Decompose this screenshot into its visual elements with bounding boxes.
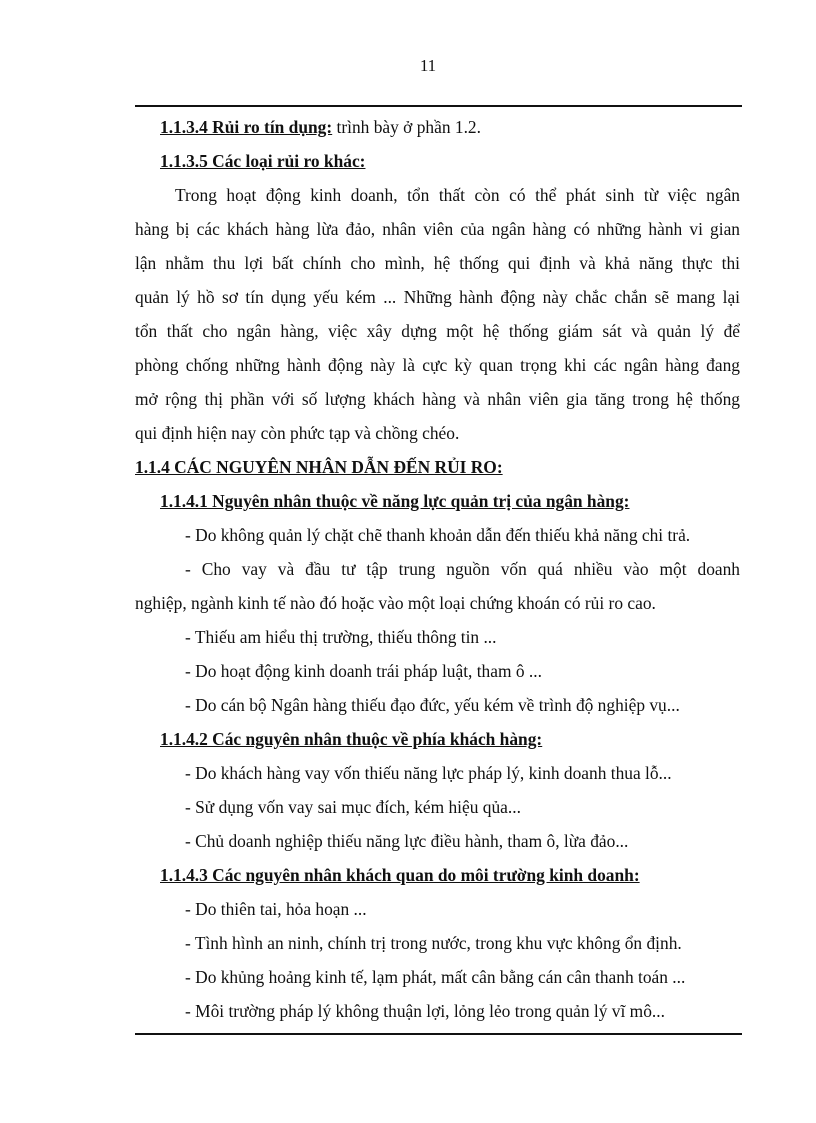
list-item: - Do khủng hoảng kinh tế, lạm phát, mất cân bằng cán cân thanh toán ... xyxy=(185,967,686,987)
paragraph-line: quản lý hồ sơ tín dụng yếu kém ... Những hành động này chắc chắn sẽ mang lại xyxy=(135,287,740,307)
subsection-1135 xyxy=(135,144,740,178)
footer-rule xyxy=(135,1033,742,1035)
subsection-heading: 1.1.4.1 Nguyên nhân thuộc về năng lực quản trị của ngân hàng: xyxy=(160,491,630,511)
paragraph-line: tổn thất cho ngân hàng, việc xây dựng một hệ thống giám sát và quản lý để xyxy=(135,321,740,341)
list-item: - Chủ doanh nghiệp thiếu năng lực điều hành, tham ô, lừa đảo... xyxy=(185,831,629,851)
list-item: - Sử dụng vốn vay sai mục đích, kém hiệu qủa... xyxy=(185,797,521,817)
paragraph-line: hàng bị các khách hàng lừa đảo, nhân viên của ngân hàng có những hành vi gian xyxy=(135,219,740,239)
paragraph-line: phòng chống những hành động này là cực kỳ quan trọng khi các ngân hàng đang xyxy=(135,355,740,375)
list-item: - Do hoạt động kinh doanh trái pháp luật, tham ô ... xyxy=(185,661,542,681)
subsection-heading: 1.1.3.4 Rủi ro tín dụng: xyxy=(160,117,333,137)
page-body xyxy=(135,110,740,1028)
subsection-heading: 1.1.3.5 Các loại rủi ro khác: xyxy=(160,151,366,171)
subsection-heading: 1.1.4.2 Các nguyên nhân thuộc về phía khách hàng: xyxy=(160,729,543,749)
list-item: - Cho vay và đầu tư tập trung nguồn vốn quá nhiều vào một doanh xyxy=(185,559,740,579)
section-heading-114: 1.1.4 CÁC NGUYÊN NHÂN DẪN ĐẾN RỦI RO: xyxy=(135,457,503,477)
page-number: 11 xyxy=(419,56,437,75)
list-item: - Do không quản lý chặt chẽ thanh khoản dẫn đến thiếu khả năng chi trả. xyxy=(185,525,691,545)
list-item: - Do khách hàng vay vốn thiếu năng lực pháp lý, kinh doanh thua lỗ... xyxy=(185,763,672,783)
header-rule xyxy=(135,105,742,107)
paragraph-line: mở rộng thị phần với số lượng khách hàng và nhân viên gia tăng trong hệ thống xyxy=(135,389,740,409)
list-item: - Tình hình an ninh, chính trị trong nước, trong khu vực không ổn định. xyxy=(185,933,682,953)
subsection-1143 xyxy=(135,858,740,892)
paragraph-line: qui định hiện nay còn phức tạp và chồng chéo. xyxy=(135,423,460,443)
subsection-1134 xyxy=(135,110,740,144)
subsection-1141 xyxy=(135,484,740,518)
list-item-continuation: nghiệp, ngành kinh tế nào đó hoặc vào một loại chứng khoán có rủi ro cao. xyxy=(135,593,656,613)
list-item: - Môi trường pháp lý không thuận lợi, lỏng lẻo trong quản lý vĩ mô... xyxy=(185,1001,665,1021)
subsection-text: trình bày ở phần 1.2. xyxy=(332,117,481,137)
list-item: - Thiếu am hiểu thị trường, thiếu thông tin ... xyxy=(185,627,497,647)
paragraph-line: Trong hoạt động kinh doanh, tổn thất còn có thể phát sinh từ việc ngân xyxy=(175,185,740,205)
list-item: - Do thiên tai, hỏa hoạn ... xyxy=(185,899,367,919)
subsection-heading: 1.1.4.3 Các nguyên nhân khách quan do môi trường kinh doanh: xyxy=(160,865,640,885)
subsection-1142 xyxy=(135,722,740,756)
paragraph-line: lận nhằm thu lợi bất chính cho mình, hệ thống qui định và khả năng thực thi xyxy=(135,253,740,273)
list-item: - Do cán bộ Ngân hàng thiếu đạo đức, yếu kém về trình độ nghiệp vụ... xyxy=(185,695,680,715)
